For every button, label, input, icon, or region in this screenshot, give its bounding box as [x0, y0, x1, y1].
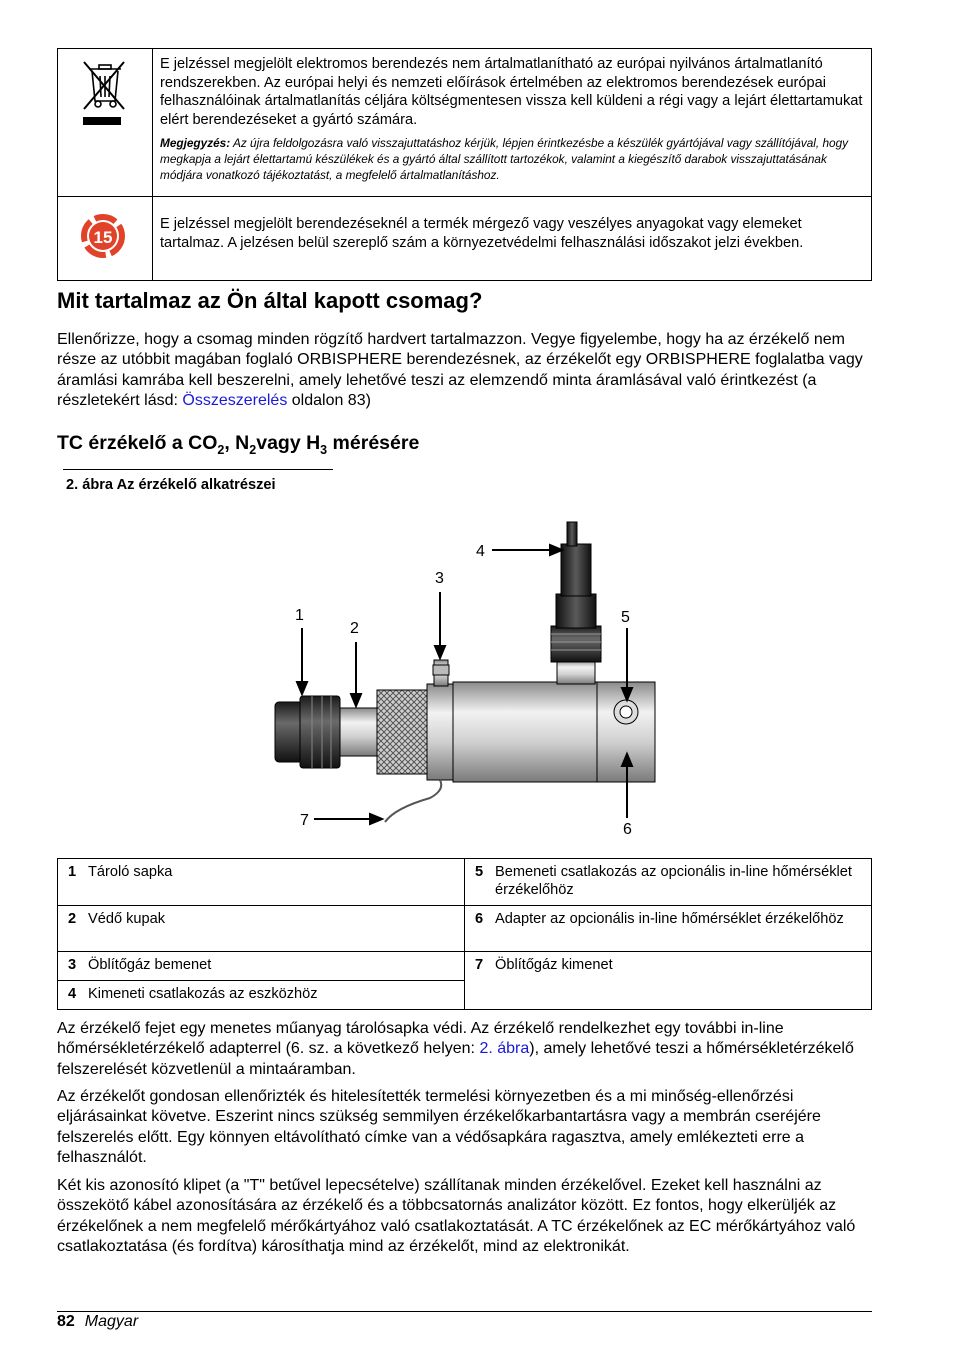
output-connector	[551, 522, 601, 684]
part-label: Tároló sapka	[88, 864, 173, 880]
parts-cell	[58, 859, 465, 906]
knurled-nut	[377, 690, 427, 774]
intro-text: Ellenőrizze, hogy a csomag minden rögzítő hardvert tartalmazzon. Vegye figyelembe, hogy ha az érzékelő nem része az utóbbit magában foglaló ORBISPHERE berendezésnek, az érzékelőt egy ORBISPHERE foglalatba vagy áramlási kamrába kell beszerelni, amely lehetővé teszi az elemzendő minta áramlásával való érintkezést (a részletekért lásd:	[57, 331, 863, 410]
note-label: Megjegyzés:	[160, 136, 231, 151]
sub-index: 3	[320, 442, 328, 457]
part-number: 1	[68, 864, 77, 880]
figure-caption: 2. ábra Az érzékelő alkatrészei	[66, 477, 276, 493]
callout-1: 1	[295, 607, 304, 624]
body-paragraph-2: Az érzékelőt gondosan ellenőrizték és hitelesítették termelési környezetben és a mi minőség-ellenőrzési eljárásainkat követve. Eszerint nincs szükség semmilyen érzékelőkarbantartásra vagy a membrán cseréjére felszerelés előtt. Egy könnyen eltávolítható címke van a védősapkára ragasztva, amely emlékezteti erre a felhasználót.	[57, 1088, 821, 1167]
callout-3: 3	[435, 570, 444, 587]
storage-cap	[275, 696, 340, 768]
sub-part: , N	[224, 432, 250, 454]
part-label: Védő kupak	[88, 911, 166, 927]
assembly-link[interactable]: Összeszerelés	[182, 392, 288, 410]
parts-cell	[465, 906, 872, 952]
parts-cell	[58, 981, 465, 1010]
part-number: 6	[475, 911, 484, 927]
note-text: Az újra feldolgozásra való visszajuttatáshoz kérjük, lépjen érintkezésbe a készülék gyártójával vagy szállítójával, hogy megkapja a lejárt élettartamú készülékek és a gyártó által szállított tartozékok, valamint a kiegészítő darabok visszajuttatásának módjára vonatkozó tájékoztatást, a megfelelő ártalmatlanításhoz.	[160, 136, 849, 182]
parts-table	[57, 858, 872, 1010]
sub-part: vagy H	[256, 432, 321, 454]
section-title: Mit tartalmaz az Ön által kapott csomag?	[57, 288, 483, 313]
parts-cell	[465, 859, 872, 906]
part-label: Öblítőgáz bemenet	[88, 957, 212, 973]
sub-index: 2	[217, 442, 225, 457]
sub-part: mérésére	[327, 432, 420, 454]
body-paragraph-3: Két kis azonosító klipet (a "T" betűvel lepecsételve) szállítanak minden érzékelővel. Ezeket kell használni az összekötő kábel azonosítására az érzékelő és a többcsatornás analizátor között. Ez fontos, hogy elkerüljék az érzékelőnek a nem megfelelő mérőkártyához való csatlakoztatását. A TC érzékelőnek az EC mérőkártyához való csatlakoztatása (és fordítva) károsíthatja mind az érzékelőt, mind az elektronikát.	[57, 1177, 856, 1256]
p1-after: ), amely lehetővé teszi a hőmérsékletérzékelő felszerelését közvetlenül a mintaáramban.	[57, 1040, 854, 1078]
parts-cell	[58, 952, 465, 981]
sub-index: 2	[249, 442, 257, 457]
intro-after: oldalon 83)	[287, 392, 371, 410]
part-number: 5	[475, 864, 484, 880]
purge-inlet-fitting	[433, 660, 449, 686]
callout-4: 4	[476, 543, 485, 560]
footer	[57, 1313, 138, 1331]
part-number: 7	[475, 957, 484, 973]
part-number: 2	[68, 911, 77, 927]
part-label: Kimeneti csatlakozás az eszközhöz	[88, 986, 318, 1002]
weee-text: E jelzéssel megjelölt elektromos berendezés nem ártalmatlanítható az európai nyilvános ártalmatlanító rendszerekben. Az európai helyi és nemzeti előírások értelmében az elektromos berendezések európai felhasználóinak ártalmatlanítás céljára költségmentesen vissza kell küldeni a régi vagy a lejárt élettartamukat elért berendezéseket a gyártó számára.	[160, 56, 863, 128]
purge-outlet-tube	[385, 780, 441, 822]
page-number: 82	[57, 1313, 75, 1330]
p1-text: Az érzékelő fejet egy menetes műanyag tárolósapka védi. Az érzékelő rendelkezhet egy további in-line hőmérsékletérzékelő adapterrel (6. sz. a következő helyen:	[57, 1020, 784, 1058]
protective-cap	[340, 708, 378, 756]
parts-cell	[58, 906, 465, 952]
part-number: 3	[68, 957, 77, 973]
part-label: Bemeneti csatlakozás az opcionális in-line hőmérséklet érzékelőhöz	[495, 864, 852, 898]
body-paragraph-1	[57, 1019, 875, 1080]
sensor-body	[453, 682, 599, 782]
footer-rule	[57, 1311, 872, 1312]
footer-language: Magyar	[84, 1313, 139, 1330]
callout-2: 2	[350, 620, 359, 637]
part-number: 4	[68, 986, 77, 1002]
sub-part: TC érzékelő a CO	[57, 432, 218, 454]
part-label: Öblítőgáz kimenet	[495, 957, 613, 973]
callout-5: 5	[621, 609, 630, 626]
figure-link[interactable]: 2. ábra	[479, 1040, 530, 1058]
callout-7: 7	[300, 812, 309, 829]
parts-cell	[465, 952, 872, 1010]
env-text: E jelzéssel megjelölt berendezéseknél a termék mérgező vagy veszélyes anyagokat vagy elemeket tartalmaz. A jelzésen belül szereplő szám a környezetvédelmi felhasználási időszakot jelzi években.	[160, 216, 804, 251]
environmental-15-label: 15	[93, 228, 113, 247]
part-label: Adapter az opcionális in-line hőmérséklet érzékelőhöz	[495, 911, 844, 927]
callout-6: 6	[623, 821, 632, 838]
collar	[427, 684, 453, 780]
